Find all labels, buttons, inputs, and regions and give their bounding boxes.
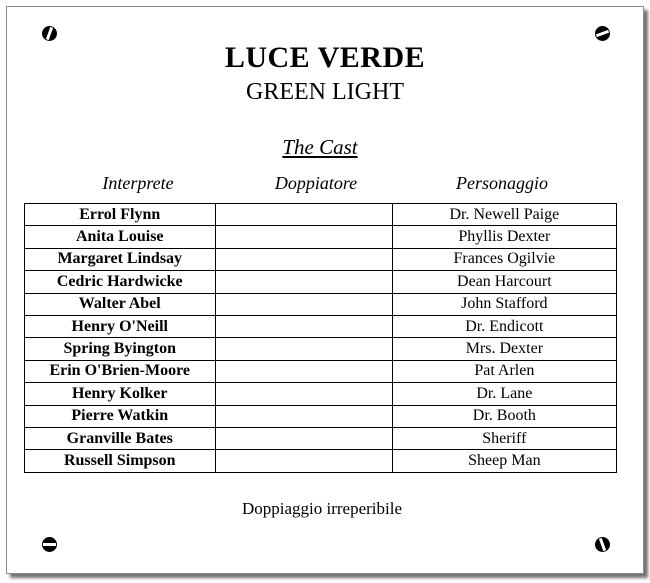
table-row: [25, 450, 617, 472]
actor-cell: Henry O'Neill: [25, 315, 216, 337]
cast-table: [24, 203, 617, 473]
table-row: [25, 271, 617, 293]
role-cell: John Stafford: [392, 293, 616, 315]
dubber-cell: [215, 315, 392, 337]
actor-cell: Cedric Hardwicke: [25, 271, 216, 293]
role-cell: Frances Ogilvie: [392, 248, 616, 270]
footer-note: Doppiaggio irreperibile: [241, 499, 403, 518]
role-cell: Sheep Man: [392, 450, 616, 472]
screw-icon: [595, 537, 610, 552]
role-cell: Mrs. Dexter: [392, 338, 616, 360]
table-row: [25, 405, 617, 427]
actor-cell: Spring Byington: [25, 338, 216, 360]
dubber-cell: [215, 226, 392, 248]
dubber-cell: [215, 271, 392, 293]
role-cell: Dr. Lane: [392, 383, 616, 405]
actor-cell: Erin O'Brien-Moore: [25, 360, 216, 382]
actor-cell: Walter Abel: [25, 293, 216, 315]
dubber-cell: [215, 338, 392, 360]
table-row: [25, 360, 617, 382]
page-title: LUCE VERDE: [224, 41, 426, 74]
role-cell: Dr. Booth: [392, 405, 616, 427]
dubber-cell: [215, 405, 392, 427]
table-row: [25, 383, 617, 405]
column-header-personaggio: Personaggio: [456, 173, 548, 193]
role-cell: Dean Harcourt: [392, 271, 616, 293]
table-row: [25, 293, 617, 315]
table-row: [25, 248, 617, 270]
table-row: [25, 204, 617, 226]
page-subtitle: GREEN LIGHT: [246, 79, 404, 105]
actor-cell: Russell Simpson: [25, 450, 216, 472]
dubber-cell: [215, 248, 392, 270]
table-row: [25, 315, 617, 337]
actor-cell: Granville Bates: [25, 427, 216, 449]
table-row: [25, 338, 617, 360]
cast-heading: The Cast: [282, 135, 358, 159]
role-cell: Sheriff: [392, 427, 616, 449]
screw-icon: [595, 26, 610, 41]
role-cell: Phyllis Dexter: [392, 226, 616, 248]
table-row: [25, 226, 617, 248]
role-cell: Dr. Newell Paige: [392, 204, 616, 226]
actor-cell: Anita Louise: [25, 226, 216, 248]
dubber-cell: [215, 383, 392, 405]
column-header-doppiatore: Doppiatore: [274, 173, 358, 193]
role-cell: Dr. Endicott: [392, 315, 616, 337]
table-row: [25, 427, 617, 449]
dubber-cell: [215, 450, 392, 472]
column-header-interprete: Interprete: [102, 173, 174, 193]
screw-icon: [42, 537, 57, 552]
dubber-cell: [215, 293, 392, 315]
actor-cell: Pierre Watkin: [25, 405, 216, 427]
role-cell: Pat Arlen: [392, 360, 616, 382]
cast-plate: [6, 6, 644, 574]
dubber-cell: [215, 360, 392, 382]
screw-icon: [42, 26, 57, 41]
actor-cell: Errol Flynn: [25, 204, 216, 226]
actor-cell: Henry Kolker: [25, 383, 216, 405]
actor-cell: Margaret Lindsay: [25, 248, 216, 270]
dubber-cell: [215, 427, 392, 449]
dubber-cell: [215, 204, 392, 226]
